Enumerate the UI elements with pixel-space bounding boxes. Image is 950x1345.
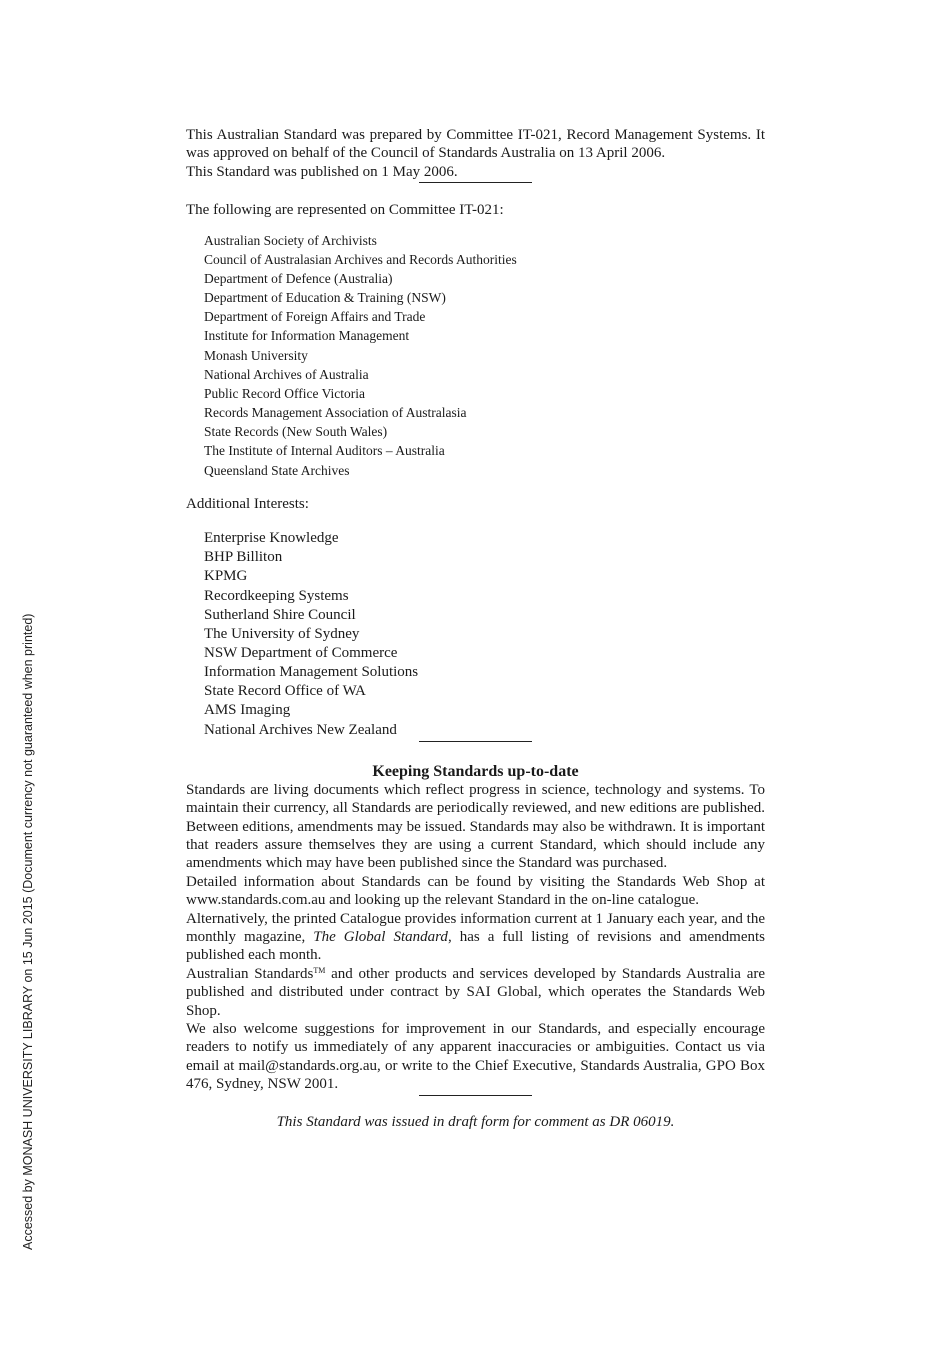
committee-heading: The following are represented on Committee IT-021: [186, 202, 504, 219]
list-item: Information Management Solutions [204, 664, 419, 681]
list-item: Recordkeeping Systems [204, 587, 349, 604]
list-item: State Record Office of WA [204, 683, 366, 700]
list-item: BHP Billiton [204, 549, 283, 566]
keeping-paragraph-4 [186, 965, 765, 1020]
paragraph-text: and other products and services developed by Standards Australia are published and distributed under contract by SAI Global, which operates the Standards Web Shop. [186, 965, 766, 1019]
paragraph-text: Alternatively, the printed Catalogue provides information current at 1 January each year, and the monthly magazine, [186, 910, 765, 946]
list-item: Department of Education & Training (NSW) [204, 290, 446, 306]
list-item: Department of Defence (Australia) [204, 270, 393, 286]
list-item: Enterprise Knowledge [204, 530, 339, 547]
draft-issue-note: This Standard was issued in draft form for comment as DR 06019. [276, 1113, 675, 1130]
paragraph-text: , has a full listing of revisions and amendments published each month. [186, 929, 765, 964]
list-item: Australian Society of Archivists [204, 232, 377, 248]
keeping-paragraph-1: Standards are living documents which reflect progress in science, technology and systems. To maintain their currency, all Standards are periodically reviewed, and new editions are published. Between editions, amendments may be issued. Standards may also be withdrawn. It is important that readers assure themselves they are using a current Standard, which should include any amendments which may have been published since the Standard was purchased. [186, 781, 765, 872]
committee-member-list [186, 231, 765, 480]
list-item: Queensland State Archives [204, 462, 350, 478]
trademark-mark: TM [313, 965, 326, 975]
additional-interests-list [186, 529, 765, 740]
list-item: National Archives of Australia [204, 366, 369, 382]
preface-published: This Standard was published on 1 May 2006. [186, 163, 458, 180]
list-item: Monash University [204, 347, 308, 363]
list-item: Sutherland Shire Council [204, 606, 356, 623]
list-item: The University of Sydney [204, 625, 360, 642]
keeping-paragraph-2: Detailed information about Standards can be found by visiting the Standards Web Shop at www.standards.com.au and looking up the relevant Standard in the on-line catalogue. [186, 873, 765, 909]
list-item: The Institute of Internal Auditors – Australia [204, 443, 445, 459]
list-item: Records Management Association of Australasia [204, 405, 467, 421]
access-watermark: Accessed by MONASH UNIVERSITY LIBRARY on 15 Jun 2015 (Document currency not guaranteed when printed) [21, 613, 35, 1250]
divider-rule [419, 1095, 532, 1096]
list-item: AMS Imaging [204, 702, 291, 719]
divider-rule [419, 741, 532, 742]
magazine-title: The Global Standard [313, 929, 448, 946]
list-item: State Records (New South Wales) [204, 424, 388, 440]
list-item: Department of Foreign Affairs and Trade [204, 309, 426, 325]
document-page [186, 126, 765, 1131]
preface-prepared-by: This Australian Standard was prepared by Committee IT-021, Record Management Systems. It was approved on behalf of the Council of Standards Australia on 13 April 2006. [186, 127, 765, 162]
keeping-paragraph-5: We also welcome suggestions for improvement in our Standards, and especially encourage readers to notify us immediately of any apparent inaccuracies or ambiguities. Contact us via email at mail@standards.org.au, or write to the Chief Executive, Standards Australia, GPO Box 476, Sydney, NSW 2001. [186, 1021, 765, 1093]
list-item: Council of Australasian Archives and Records Authorities [204, 251, 517, 267]
keeping-standards-title: Keeping Standards up-to-date [372, 762, 579, 780]
list-item: NSW Department of Commerce [204, 645, 398, 661]
keeping-paragraph-3 [186, 910, 765, 965]
list-item: KPMG [204, 568, 248, 585]
list-item: Public Record Office Victoria [204, 385, 366, 401]
additional-interests-heading: Additional Interests: [186, 495, 309, 512]
paragraph-text: Australian Standards [186, 965, 314, 982]
list-item: National Archives New Zealand [204, 721, 397, 738]
list-item: Institute for Information Management [204, 328, 410, 344]
divider-rule [419, 182, 532, 183]
